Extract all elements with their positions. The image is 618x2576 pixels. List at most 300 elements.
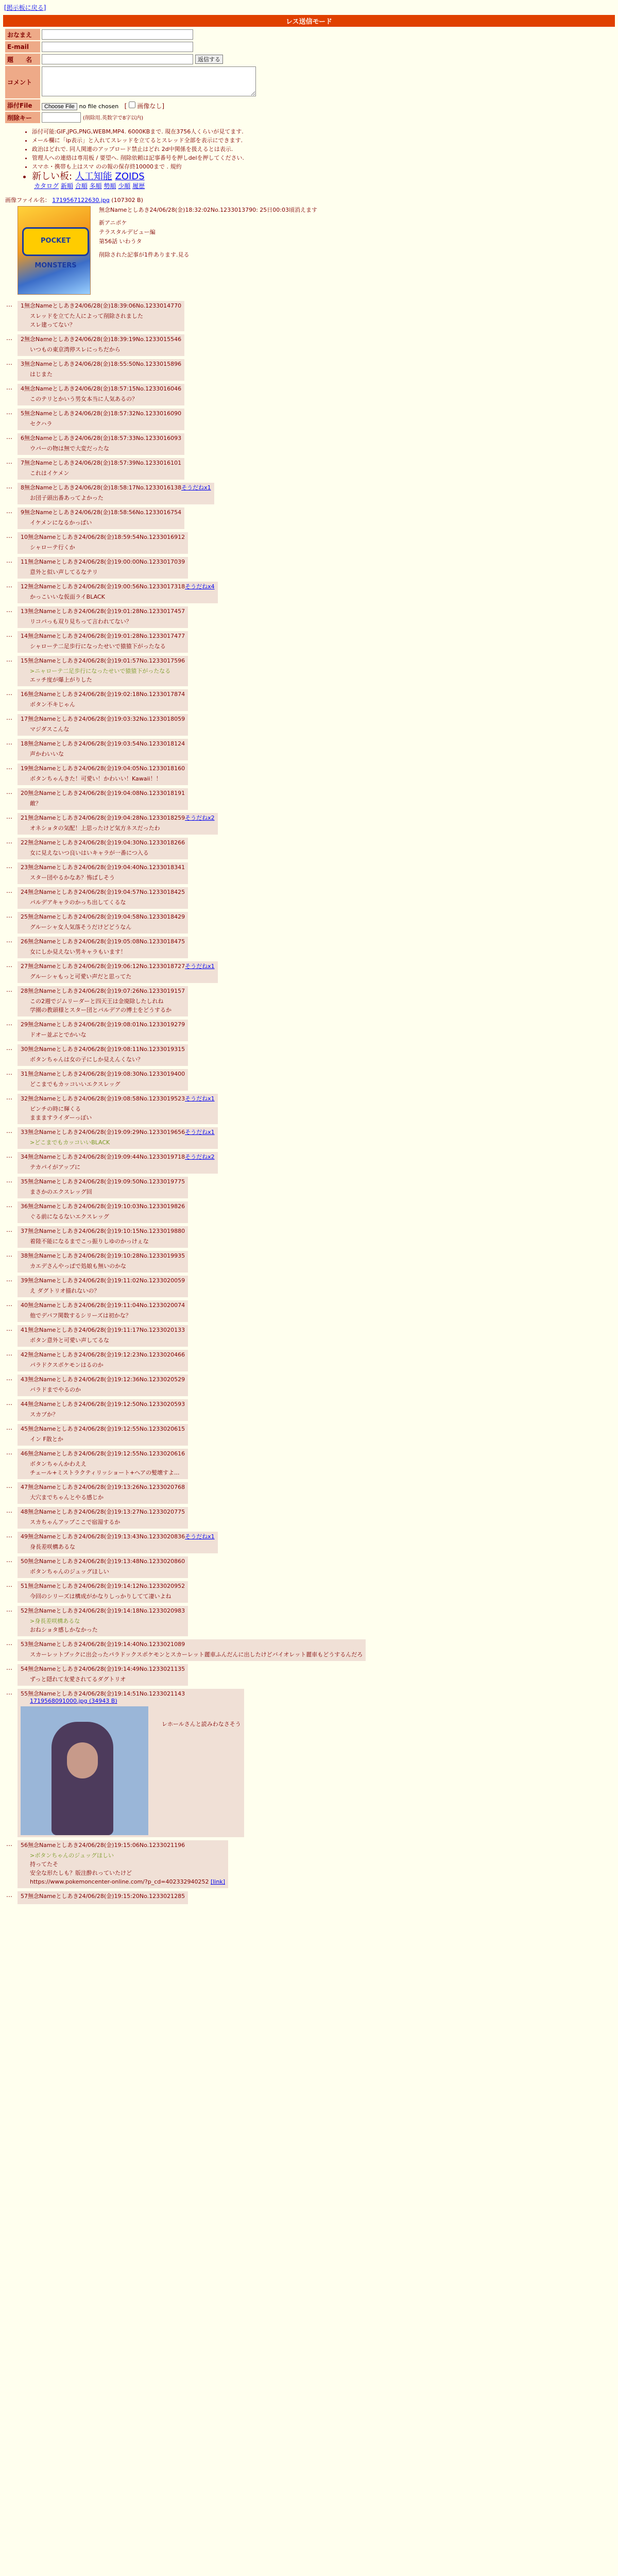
reply-meta[interactable]: 無念Nameとしあき24/06/28(金)19:10:15No.1233019880: [28, 1228, 185, 1234]
sodane-button[interactable]: そうだねx1: [185, 1129, 215, 1136]
file-choose-button[interactable]: Choose File: [42, 103, 77, 110]
sodane-button[interactable]: そうだねx2: [185, 1154, 215, 1160]
reply-number: 43: [21, 1376, 28, 1383]
reply-row: [3, 529, 615, 554]
reply-number: 54: [21, 1666, 28, 1672]
reply-meta[interactable]: 無念Nameとしあき24/06/28(金)19:08:30No.1233019400: [28, 1071, 185, 1077]
reply-meta[interactable]: 無念Nameとしあき24/06/28(金)19:01:57No.1233017596: [28, 657, 185, 664]
reply-meta[interactable]: 無念Nameとしあき24/06/28(金)18:57:39No.1233016101: [24, 460, 182, 466]
reply-post: [18, 1507, 188, 1529]
reply-meta[interactable]: 無念Nameとしあき24/06/28(金)19:01:28No.1233017457: [28, 608, 185, 615]
reply-number: 5: [21, 410, 24, 417]
reply-header: [21, 1153, 215, 1161]
reply-line: グルーシャもっと可愛い声だと思ってた: [30, 973, 132, 980]
reply-post: [18, 1891, 188, 1904]
reply-body: [30, 997, 185, 1014]
reply-meta[interactable]: 無念Nameとしあき24/06/28(金)19:06:12No.1233018727: [28, 963, 185, 970]
reply-marker: …: [6, 961, 12, 969]
reply-number: 8: [21, 484, 24, 491]
reply-body: [30, 568, 185, 577]
reply-meta[interactable]: 無念Nameとしあき24/06/28(金)18:39:19No.1233015546: [24, 336, 182, 343]
reply-post: [18, 838, 188, 859]
reply-line: パルデアキャラのかっち出してくるな: [30, 899, 126, 906]
reply-post: [18, 1350, 188, 1371]
reply-post: [18, 1226, 188, 1248]
reply-header: [21, 583, 215, 590]
delkey-input[interactable]: [42, 112, 81, 123]
reply-meta[interactable]: 無念Nameとしあき24/06/28(金)19:04:40No.1233018341: [28, 864, 185, 871]
no-image-checkbox[interactable]: [129, 101, 135, 108]
reply-line: >身長差咲構あるな: [30, 1618, 80, 1624]
reply-row: [3, 1347, 615, 1371]
subject-label: 題 名: [5, 54, 40, 65]
reply-meta[interactable]: 無念Nameとしあき24/06/28(金)18:55:50No.1233015896: [24, 361, 182, 367]
reply-meta[interactable]: 無念Nameとしあき24/06/28(金)19:13:48No.1233020860: [28, 1558, 185, 1565]
reply-row: [3, 1837, 615, 1888]
reply-line: ボタンちゃんきた！可愛い！かわいい！Kawaii！！: [30, 775, 162, 782]
reply-line: セクハラ: [30, 420, 53, 427]
rule-item: • 政治はどれで. 同人関連のアップロード禁止はどれ 2d中関係を扱えるとは表示.: [32, 145, 615, 154]
reply-header: [21, 765, 185, 772]
reply-post: [18, 1639, 366, 1661]
reply-meta[interactable]: 無念Nameとしあき24/06/28(金)18:58:56No.1233016754: [24, 509, 182, 516]
reply-row: [3, 884, 615, 909]
reply-header: [21, 1640, 363, 1648]
reply-row: [3, 1661, 615, 1686]
reply-post: [18, 507, 184, 529]
sodane-button[interactable]: そうだねx1: [185, 1095, 215, 1102]
reply-marker: …: [6, 1069, 12, 1076]
reply-meta[interactable]: 無念Nameとしあき24/06/28(金)19:09:50No.1233019775: [28, 1178, 185, 1185]
new-board-notice: [32, 172, 615, 181]
reply-extra-link[interactable]: [link]: [210, 1878, 225, 1885]
reply-header: [21, 839, 185, 846]
reply-meta[interactable]: 無念Nameとしあき24/06/28(金)19:04:08No.1233018191: [28, 790, 185, 796]
reply-marker: …: [6, 986, 12, 993]
reply-body: [30, 1336, 185, 1345]
reply-post: [18, 1044, 188, 1066]
reply-body: [30, 1138, 215, 1147]
reply-line: 着陸不能になるまでこっ振りしゆのかっけぇな: [30, 1238, 149, 1245]
reply-line: エッチ度が爆上がりした: [30, 676, 92, 683]
reply-marker: …: [6, 384, 12, 391]
reply-number: 22: [21, 839, 28, 846]
reply-body: [30, 1543, 215, 1551]
reply-line: イン F散とか: [30, 1436, 63, 1443]
reply-meta[interactable]: 無念Nameとしあき24/06/28(金)19:14:12No.1233020952: [28, 1583, 185, 1589]
reply-line: 今回のシリーズは構成がかなりしっかりしてて凄いよね: [30, 1593, 171, 1600]
reply-post: [18, 1177, 188, 1198]
reply-meta[interactable]: 無念Nameとしあき24/06/28(金)18:58:17No.1233016138: [24, 484, 182, 491]
reply-row: [3, 1248, 615, 1273]
reply-meta[interactable]: 無念Nameとしあき24/06/28(金)19:14:49No.1233021135: [28, 1666, 185, 1672]
reply-line: >ニャローテ二足歩行になったせいで猿猿下がったなる: [30, 668, 171, 674]
reply-meta[interactable]: 無念Nameとしあき24/06/28(金)19:09:29No.1233019656: [28, 1129, 185, 1136]
reply-number: 2: [21, 336, 24, 343]
reply-marker: …: [6, 689, 12, 697]
reply-row: [3, 381, 615, 405]
reply-line: ウパーの物は無で大変だったな: [30, 445, 109, 452]
reply-line: https://www.pokemoncenter-online.com/?p_cd=402332940252 [link]: [30, 1878, 225, 1885]
reply-post: [18, 961, 218, 983]
reply-row: [3, 430, 615, 455]
reply-body: [30, 1163, 215, 1172]
reply-meta[interactable]: 無念Nameとしあき24/06/28(金)19:00:00No.1233017039: [28, 558, 185, 565]
delkey-label: 削除キー: [5, 112, 40, 123]
sodane-button[interactable]: そうだねx1: [185, 963, 215, 970]
reply-line: 大穴までちゃんとやる感じか: [30, 1494, 104, 1501]
reply-number: 53: [21, 1641, 28, 1648]
reply-meta[interactable]: 無念Nameとしあき24/06/28(金)19:13:26No.1233020768: [28, 1484, 185, 1490]
category-new[interactable]: 新順: [60, 182, 73, 190]
reply-marker: …: [6, 1177, 12, 1184]
reply-row: [3, 1124, 615, 1149]
reply-line: はじまた: [30, 371, 53, 378]
reply-header: [21, 632, 185, 640]
reply-line: シャローテ二足歩行になったせいで猿猿下がったなる: [30, 643, 166, 650]
reply-meta[interactable]: 無念Nameとしあき24/06/28(金)18:57:32No.1233016090: [24, 410, 182, 417]
reply-line: オネショタの気配！上思ったけど気方ネスだったわ: [30, 825, 160, 832]
reply-body: [30, 1311, 185, 1320]
reply-number: 11: [21, 558, 28, 565]
reply-post: [18, 631, 188, 653]
reply-meta[interactable]: 無念Nameとしあき24/06/28(金)19:13:27No.1233020775: [28, 1509, 185, 1515]
op-line: テラスタルデビュー編: [99, 229, 156, 235]
reply-number: 3: [21, 361, 24, 367]
reply-body: [30, 1105, 215, 1122]
reply-meta[interactable]: 無念Nameとしあき24/06/28(金)19:11:17No.1233020133: [28, 1327, 185, 1333]
reply-line: ままますライダーっぽい: [30, 1114, 92, 1121]
reply-line: 敵？: [30, 800, 41, 807]
reply-meta[interactable]: 無念Nameとしあき24/06/28(金)19:04:58No.1233018429: [28, 913, 185, 920]
reply-row: [3, 934, 615, 958]
reply-meta[interactable]: 無念Nameとしあき24/06/28(金)19:11:04No.1233020074: [28, 1302, 185, 1309]
reply-number: 15: [21, 657, 28, 664]
reply-post: [18, 1094, 218, 1124]
reply-line: ずっと隠れて友愛されてるダグトリオ: [30, 1676, 126, 1683]
reply-line: 他でデパフ関数するシリーズは初かな？: [30, 1312, 131, 1319]
reply-meta[interactable]: 無念Nameとしあき24/06/28(金)19:15:20No.1233021285: [28, 1893, 185, 1900]
reply-meta[interactable]: 無念Nameとしあき24/06/28(金)19:12:55No.1233020615: [28, 1426, 185, 1432]
reply-number: 56: [21, 1842, 28, 1849]
subject-input[interactable]: [42, 54, 193, 64]
reply-body: [30, 617, 185, 626]
reply-post: [18, 557, 188, 579]
reply-meta[interactable]: 無念Nameとしあき24/06/28(金)18:59:54No.1233016912: [28, 534, 185, 540]
reply-marker: …: [6, 1507, 12, 1514]
reply-meta[interactable]: 無念Nameとしあき24/06/28(金)19:02:18No.1233017874: [28, 691, 185, 698]
reply-meta[interactable]: 無念Nameとしあき24/06/28(金)19:04:05No.1233018160: [28, 765, 185, 772]
reply-post: [18, 1689, 244, 1837]
reply-post: [18, 1251, 188, 1273]
reply-post: [18, 384, 184, 405]
reply-number: 40: [21, 1302, 28, 1309]
reply-header: [21, 1400, 185, 1408]
reply-header: [21, 1202, 185, 1210]
reply-line: このテリとかいう男女本当に人気あるの？: [30, 396, 138, 402]
reply-meta[interactable]: 無念Nameとしあき24/06/28(金)18:57:33No.1233016093: [24, 435, 182, 442]
reply-number: 25: [21, 913, 28, 920]
reply-row: [3, 1578, 615, 1603]
reply-meta[interactable]: 無念Nameとしあき24/06/28(金)19:14:40No.1233021089: [28, 1641, 185, 1648]
reply-post: [18, 1276, 188, 1297]
reply-line: ボタンちゃんのジュッグほしい: [30, 1568, 109, 1575]
sodane-button[interactable]: そうだねx1: [181, 484, 211, 491]
reply-list: [3, 298, 615, 1904]
reply-number: 39: [21, 1277, 28, 1284]
sodane-button[interactable]: そうだねx1: [185, 1533, 215, 1540]
reply-number: 55: [21, 1690, 28, 1697]
reply-body: [30, 725, 185, 734]
reply-number: 34: [21, 1154, 28, 1160]
reply-number: 42: [21, 1351, 28, 1358]
reply-number: 29: [21, 1021, 28, 1028]
sodane-button[interactable]: そうだねx2: [185, 815, 215, 821]
reply-post: [18, 359, 184, 381]
reply-body: [30, 345, 181, 354]
reply-header: [21, 1095, 215, 1103]
reply-number: 13: [21, 608, 28, 615]
reply-header: [21, 1607, 185, 1615]
reply-meta[interactable]: 無念Nameとしあき24/06/28(金)19:07:26No.1233019157: [28, 988, 185, 994]
reply-header: [21, 1690, 241, 1698]
reply-number: 38: [21, 1252, 28, 1259]
reply-number: 45: [21, 1426, 28, 1432]
op-line: 削除された記事が1件あります.見る: [99, 251, 190, 258]
reply-header: [21, 1533, 215, 1540]
reply-meta[interactable]: 無念Nameとしあき24/06/28(金)19:12:36No.1233020529: [28, 1376, 185, 1383]
reply-header: [21, 715, 185, 723]
reply-marker: …: [6, 1127, 12, 1134]
reply-body: [30, 1410, 185, 1419]
new-board-link-ai[interactable]: 人工知能: [75, 171, 112, 182]
reply-header: [21, 1376, 185, 1383]
reply-body: [30, 469, 181, 478]
category-many[interactable]: 多順: [89, 182, 102, 190]
reply-body: [30, 1385, 185, 1394]
reply-post: [18, 1152, 218, 1174]
reply-marker: …: [6, 1399, 12, 1406]
reply-meta[interactable]: 無念Nameとしあき24/06/28(金)19:09:44No.1233019718: [28, 1154, 185, 1160]
reply-meta[interactable]: 無念Nameとしあき24/06/28(金)19:08:58No.1233019523: [28, 1095, 185, 1102]
reply-body: [30, 1460, 185, 1477]
reply-header: [21, 789, 185, 797]
reply-meta[interactable]: 無念Nameとしあき24/06/28(金)19:04:57No.1233018425: [28, 889, 185, 895]
reply-line: どこまでもカッコいいエクスレッグ: [30, 1081, 121, 1088]
reply-header: [21, 913, 185, 921]
reply-line: お団子頭出番あってよかった: [30, 495, 104, 501]
reply-row: [3, 1273, 615, 1297]
reply-body: [30, 1237, 185, 1246]
reply-meta[interactable]: 無念Nameとしあき24/06/28(金)19:03:32No.1233018059: [28, 716, 185, 722]
name-input[interactable]: [42, 29, 193, 40]
reply-marker: …: [6, 1639, 12, 1647]
reply-row: [3, 686, 615, 711]
reply-body: [30, 370, 181, 379]
reply-line: え ダグトリオ描れないの？: [30, 1287, 100, 1294]
reply-marker: …: [6, 813, 12, 820]
reply-row: [3, 1686, 615, 1837]
reply-row: [3, 1016, 615, 1041]
reply-meta[interactable]: 無念Nameとしあき24/06/28(金)19:12:50No.1233020593: [28, 1401, 185, 1408]
new-board-link-zoids[interactable]: ZOIDS: [115, 171, 145, 182]
reply-image[interactable]: [21, 1706, 148, 1835]
reply-post: [18, 409, 184, 430]
reply-marker: …: [6, 532, 12, 539]
reply-number: 10: [21, 534, 28, 540]
reply-meta[interactable]: 無念Nameとしあき24/06/28(金)19:04:30No.1233018266: [28, 839, 185, 846]
reply-row: [3, 1066, 615, 1091]
reply-post: [18, 1664, 188, 1686]
reply-body: [30, 799, 185, 808]
reply-meta[interactable]: 無念Nameとしあき24/06/28(金)19:12:23No.1233020466: [28, 1351, 185, 1358]
reply-header: [21, 863, 185, 871]
reply-header: [21, 1665, 185, 1673]
reply-marker: …: [6, 631, 12, 638]
reply-number: 9: [21, 509, 24, 516]
reply-meta[interactable]: 無念Nameとしあき24/06/28(金)19:14:51No.1233021143: [28, 1690, 185, 1697]
email-input[interactable]: [42, 42, 193, 52]
reply-number: 51: [21, 1583, 28, 1589]
reply-marker: …: [6, 1300, 12, 1308]
reply-meta[interactable]: 無念Nameとしあき24/06/28(金)19:14:18No.1233020983: [28, 1607, 185, 1614]
reply-header: [21, 1483, 185, 1491]
reply-meta[interactable]: 無念Nameとしあき24/06/28(金)19:12:55No.1233020616: [28, 1450, 185, 1457]
reply-number: 48: [21, 1509, 28, 1515]
back-link[interactable]: [掲示板に戻る]: [4, 4, 46, 11]
reply-marker: …: [6, 1325, 12, 1332]
reply-row: [3, 298, 615, 331]
reply-marker: …: [6, 739, 12, 746]
reply-row: [3, 736, 615, 760]
reply-meta[interactable]: 無念Nameとしあき24/06/28(金)19:00:56No.1233017318: [28, 583, 185, 590]
reply-marker: …: [6, 1891, 12, 1899]
reply-header: [21, 1252, 185, 1260]
reply-meta[interactable]: 無念Nameとしあき24/06/28(金)19:08:01No.1233019279: [28, 1021, 185, 1028]
reply-line: スレッドを立てた人によって削除されました: [30, 313, 143, 319]
reply-number: 6: [21, 435, 24, 442]
reply-marker: …: [6, 1201, 12, 1209]
reply-marker: …: [6, 656, 12, 663]
reply-line: スター団やるかなあ？怖ばしそう: [30, 874, 115, 881]
reply-header: [21, 434, 181, 442]
reply-meta[interactable]: 無念Nameとしあき24/06/28(金)19:15:06No.1233021196: [28, 1842, 185, 1849]
reply-row: [3, 760, 615, 785]
op-file-link[interactable]: 1719567122630.jpg: [52, 197, 110, 204]
category-history[interactable]: 履歴: [132, 182, 145, 190]
comment-textarea[interactable]: [42, 66, 256, 96]
reply-line: スカブか？: [30, 1411, 58, 1418]
reply-post: [18, 862, 188, 884]
sodane-button[interactable]: そうだねx4: [185, 583, 215, 590]
reply-marker: …: [6, 862, 12, 870]
reply-body: [30, 1030, 185, 1039]
reply-post: [18, 606, 188, 628]
reply-number: 41: [21, 1327, 28, 1333]
reply-line: パラドクスポケモンはるのか: [30, 1362, 104, 1368]
reply-meta[interactable]: 無念Nameとしあき24/06/28(金)19:01:28No.1233017477: [28, 633, 185, 639]
reply-number: 50: [21, 1558, 28, 1565]
reply-number: 1: [21, 302, 24, 309]
reply-post: [18, 483, 214, 504]
reply-meta[interactable]: 無念Nameとしあき24/06/28(金)19:05:08No.1233018475: [28, 938, 185, 945]
reply-line: ボタン意外と可愛い声してるな: [30, 1337, 109, 1344]
reply-number: 36: [21, 1203, 28, 1210]
reply-header: [21, 1045, 185, 1053]
reply-meta[interactable]: 無念Nameとしあき24/06/28(金)19:10:03No.1233019826: [28, 1203, 185, 1210]
submit-button[interactable]: 返信する: [195, 55, 223, 64]
reply-meta[interactable]: 無念Nameとしあき24/06/28(金)19:03:54No.1233018124: [28, 740, 185, 747]
category-few[interactable]: 少順: [118, 182, 131, 190]
reply-marker: …: [6, 1606, 12, 1613]
reply-marker: …: [6, 359, 12, 366]
op-line: 第56話 いわうタ: [99, 238, 142, 245]
reply-marker: …: [6, 788, 12, 795]
reply-row: [3, 480, 615, 504]
reply-line: ドオー並ぶとでかいな: [30, 1031, 87, 1038]
reply-line: スレ建ってない？: [30, 321, 75, 328]
reply-row: [3, 1421, 615, 1446]
file-label: 添付File: [5, 99, 40, 111]
reply-body: [30, 1055, 185, 1064]
reply-marker: …: [6, 1251, 12, 1258]
reply-meta[interactable]: 無念Nameとしあき24/06/28(金)19:04:28No.1233018259: [28, 815, 185, 821]
reply-post: [18, 1532, 218, 1553]
op-post: [3, 205, 615, 298]
reply-marker: …: [6, 1689, 12, 1696]
reply-meta[interactable]: 無念Nameとしあき24/06/28(金)18:57:15No.1233016046: [24, 385, 182, 392]
reply-post: [18, 1325, 188, 1347]
reply-marker: …: [6, 483, 12, 490]
rule-item: • 管理人への連絡は専用板 / 要望へ. 削除依頼は記事番号を押しdelを押してください.: [32, 154, 615, 162]
op-thumbnail[interactable]: [18, 206, 91, 295]
reply-meta[interactable]: 無念Nameとしあき24/06/28(金)18:39:06No.1233014770: [24, 302, 182, 309]
reply-header: [21, 335, 181, 343]
reply-post: [18, 912, 188, 934]
reply-post: [18, 532, 188, 554]
reply-line: >ボタンちゃんのジュッグほしい: [30, 1852, 114, 1859]
reply-meta[interactable]: 無念Nameとしあき24/06/28(金)19:11:02No.1233020059: [28, 1277, 185, 1284]
reply-row: [3, 1636, 615, 1661]
reply-line: チェール+ミストラクティリッショート+へアの髪壊すよ...: [30, 1469, 180, 1476]
reply-header: [21, 1425, 185, 1433]
reply-row: [3, 455, 615, 480]
reply-post: [18, 582, 218, 603]
rule-item: • 添付可能:GIF,JPG,PNG,WEBM,MP4. 6000KBまで. 現在3756人くらいが見てます.: [32, 127, 615, 136]
reply-line: 安全な形たしも？版注酔れっていたけど: [30, 1870, 132, 1876]
reply-marker: …: [6, 1094, 12, 1101]
reply-marker: …: [6, 409, 12, 416]
category-catalog[interactable]: カタログ: [34, 182, 59, 190]
reply-row: [3, 1603, 615, 1636]
reply-line: 学園の教頭様とスター団とパルデアの博士をどうするか: [30, 1007, 171, 1013]
reply-line: グルーシャ女人気落そうだけどどうなん: [30, 924, 132, 930]
reply-row: [3, 1553, 615, 1578]
rule-item: • メール欄に「ip表示」と入れてスレッドを立てるとスレッド全部を表示にできます.: [32, 136, 615, 145]
category-momentum[interactable]: 勢順: [104, 182, 116, 190]
reply-meta[interactable]: 無念Nameとしあき24/06/28(金)19:13:43No.1233020836: [28, 1533, 185, 1540]
reply-header: [21, 740, 185, 748]
reply-post: [18, 1449, 188, 1479]
reply-post: [18, 656, 188, 686]
reply-file-link[interactable]: 1719568091000.jpg (34943 B): [30, 1698, 117, 1704]
category-gou[interactable]: 合順: [75, 182, 88, 190]
reply-meta[interactable]: 無念Nameとしあき24/06/28(金)19:08:11No.1233019315: [28, 1046, 185, 1053]
reply-meta[interactable]: 無念Nameとしあき24/06/28(金)19:10:28No.1233019935: [28, 1252, 185, 1259]
reply-row: [3, 909, 615, 934]
reply-header: [21, 410, 181, 417]
reply-post: [18, 788, 188, 810]
